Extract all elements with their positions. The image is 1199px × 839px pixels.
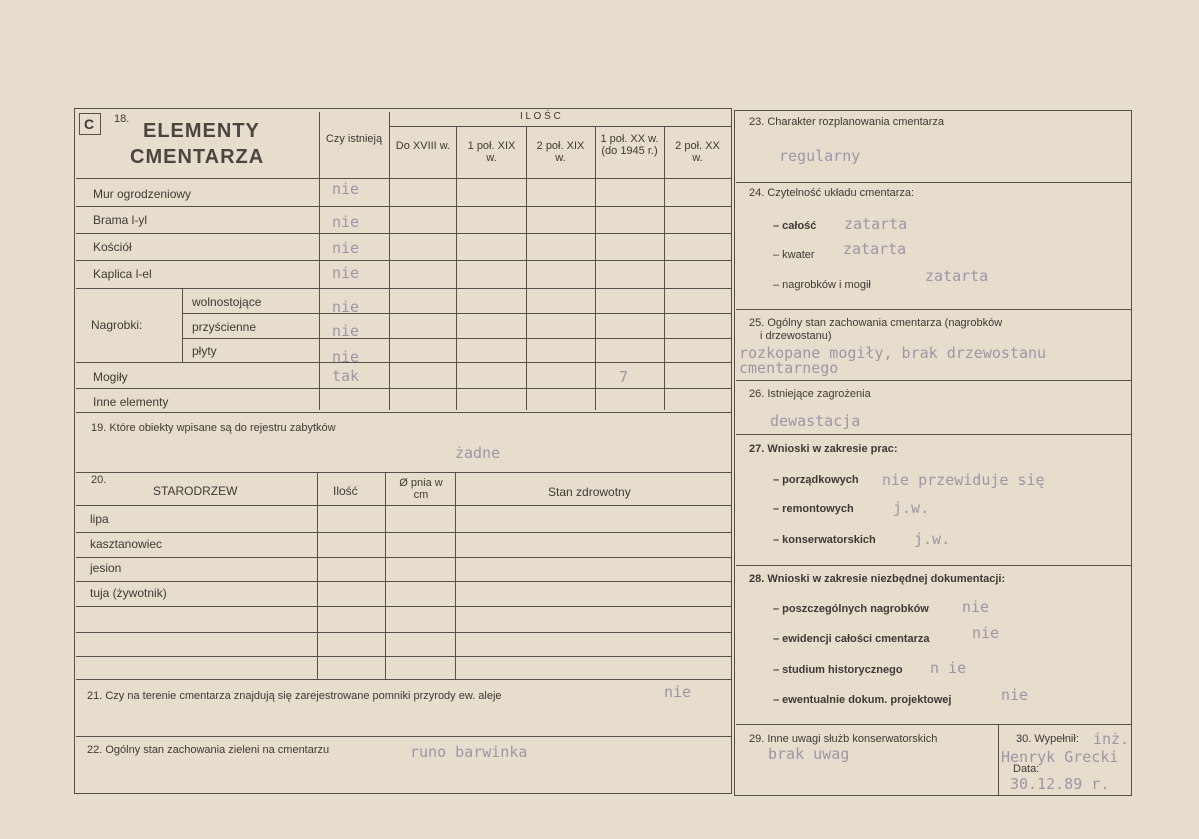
q24-graves-answer: zatarta <box>925 267 989 285</box>
heading-line1: ELEMENTY <box>143 120 260 142</box>
q24-quarters-answer: zatarta <box>843 240 907 258</box>
row-wall: Mur ogrodzeniowy <box>93 187 192 201</box>
tree-chestnut: kasztanowiec <box>90 537 163 551</box>
q30-label: 30. Wypełnił: <box>1016 733 1079 745</box>
q23-answer: regularny <box>779 147 861 165</box>
row-slabs: płyty <box>192 344 217 358</box>
value-chapel: nie <box>332 264 360 282</box>
row-gate: Brama l-yl <box>93 213 148 227</box>
diameter-header: Ø pnia w cm <box>399 477 443 501</box>
q20-number: 20. <box>91 474 107 486</box>
trees-header: STARODRZEW <box>153 484 238 498</box>
period-5: 2 poł. XX w. <box>675 140 720 164</box>
value-church: nie <box>332 239 360 257</box>
exists-header: Czy istnieją <box>325 133 383 145</box>
value-graves-count: 7 <box>619 368 629 386</box>
q28-label: 28. Wnioski w zakresie niezbędnej dokumentacji: <box>749 573 1006 585</box>
q28-history: – studium historycznego <box>773 664 903 676</box>
q27-label: 27. Wnioski w zakresie prac: <box>749 443 898 455</box>
q30-date: 30.12.89 r. <box>1010 775 1110 793</box>
tree-ash: jesion <box>90 561 122 575</box>
q24-label: 24. Czytelność układu cmentarza: <box>749 187 915 199</box>
value-freestanding: nie <box>332 298 360 316</box>
heading-line2: CMENTARZA <box>130 146 265 168</box>
row-graves: Mogiły <box>93 370 128 384</box>
period-3: 2 poł. XIX w. <box>536 140 585 164</box>
q21-answer: nie <box>664 683 692 701</box>
q27-conservation: – konserwatorskich <box>773 534 876 546</box>
row-wall-mounted: przyścienne <box>192 320 257 334</box>
q28-design-answer: nie <box>1001 686 1029 704</box>
q25-label-2: i drzewostanu) <box>760 330 832 342</box>
tree-lime: lipa <box>90 512 109 526</box>
q22-label: 22. Ogólny stan zachowania zieleni na cmentarzu <box>87 744 330 756</box>
value-wall-mounted: nie <box>332 322 360 340</box>
count-header: Ilość <box>333 484 358 498</box>
q29-answer: brak uwag <box>768 745 850 763</box>
q24-graves: – nagrobków i mogił <box>773 279 871 291</box>
q25-answer-2: cmentarnego <box>739 359 839 377</box>
date-label: Data: <box>1013 763 1040 775</box>
period-4: 1 poł. XX w. (do 1945 r.) <box>600 133 659 157</box>
q30-title: inż. <box>1093 730 1130 748</box>
q26-label: 26. Istniejące zagrożenia <box>749 388 871 400</box>
period-1: Do XVIII w. <box>395 140 451 152</box>
health-header: Stan zdrowotny <box>548 485 631 499</box>
q28-records: – ewidencji całości cmentarza <box>773 633 930 645</box>
q28-records-answer: nie <box>972 624 1000 642</box>
q28-history-answer: n ie <box>930 659 967 677</box>
card-code: C <box>84 116 95 132</box>
q19-label: 19. Które obiekty wpisane są do rejestru zabytków <box>91 422 336 434</box>
q27-cleaning-answer: nie przewiduje się <box>882 471 1045 489</box>
row-church: Kościół <box>93 240 132 254</box>
q24-whole: – całość <box>773 220 817 232</box>
q25-label: 25. Ogólny stan zachowania cmentarza (nagrobków <box>749 317 1003 329</box>
q30-name: Henryk Grecki <box>1001 748 1119 766</box>
q19-answer: żadne <box>455 444 501 462</box>
tree-thuja: tuja (żywotnik) <box>90 586 167 600</box>
q25-answer-1: rozkopane mogiły, brak drzewostanu <box>739 344 1047 362</box>
row-freestanding: wolnostojące <box>192 295 262 309</box>
quantity-header: I L O Ś C <box>520 111 561 122</box>
q27-cleaning: – porządkowych <box>773 474 859 486</box>
value-wall: nie <box>332 180 360 198</box>
value-graves: tak <box>332 367 360 385</box>
q24-whole-answer: zatarta <box>844 215 908 233</box>
q27-renovation-answer: j.w. <box>893 499 930 517</box>
q23-label: 23. Charakter rozplanowania cmentarza <box>749 116 945 128</box>
q27-renovation: – remontowych <box>773 503 854 515</box>
q29-label: 29. Inne uwagi służb konserwatorskich <box>749 733 938 745</box>
row-chapel: Kaplica l-el <box>93 267 152 281</box>
q28-design: – ewentualnie dokum. projektowej <box>773 694 952 706</box>
q22-answer: runo barwinka <box>410 743 528 761</box>
q21-label: 21. Czy na terenie cmentarza znajdują się zarejestrowane pomniki przyrody ew. aleje <box>87 690 502 702</box>
value-gate: nie <box>332 213 360 231</box>
q24-quarters: – kwater <box>773 249 815 261</box>
q28-tombstones: – poszczególnych nagrobków <box>773 603 929 615</box>
row-tombstones-label: Nagrobki: <box>91 318 143 332</box>
row-other: Inne elementy <box>93 395 169 409</box>
section-number-18: 18. <box>114 113 130 125</box>
q26-answer: dewastacja <box>770 412 861 430</box>
period-2: 1 poł. XIX w. <box>467 140 516 164</box>
q28-tombstones-answer: nie <box>962 598 990 616</box>
value-slabs: nie <box>332 348 360 366</box>
q27-conservation-answer: j.w. <box>914 530 951 548</box>
